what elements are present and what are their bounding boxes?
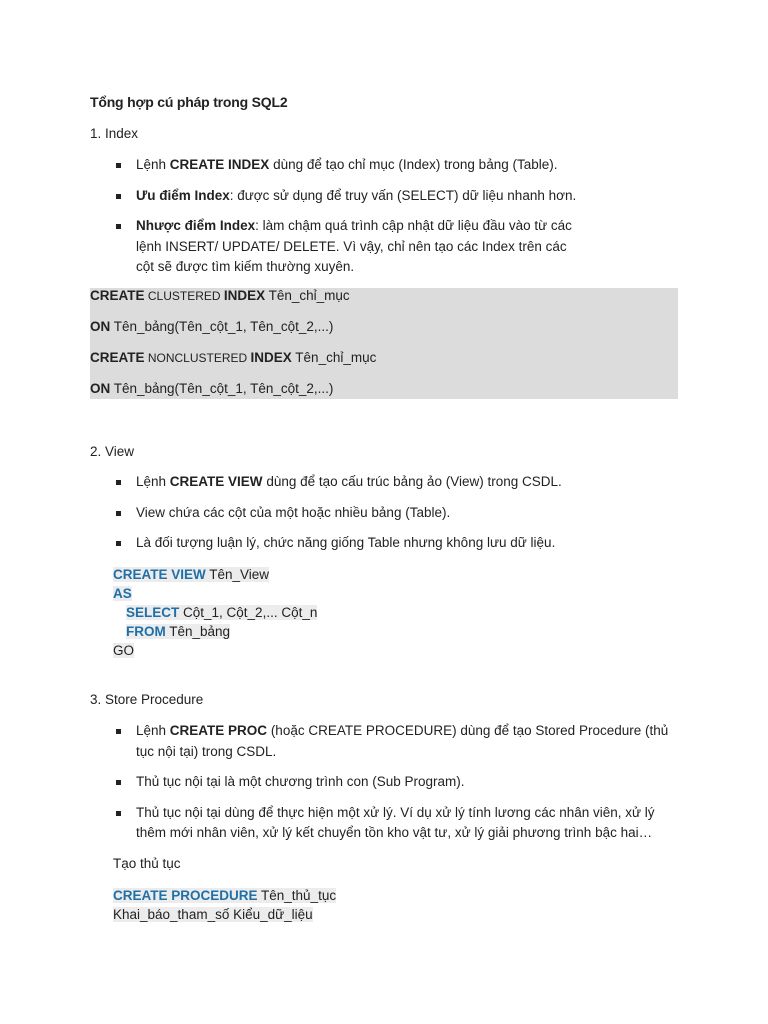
create-procedure-label: Tạo thủ tục	[113, 856, 181, 871]
section-index-heading: 1. Index	[90, 126, 139, 141]
code-line: Khai_báo_tham_số Kiểu_dữ_liệu	[113, 907, 313, 922]
page-title: Tổng hợp cú pháp trong SQL2	[90, 94, 288, 110]
procedure-code-block	[113, 886, 336, 924]
code-line: CREATE PROCEDURE Tên_thủ_tục	[113, 888, 337, 903]
list-item: Nhược điểm Index: làm chậm quá trình cập nhật dữ liệu đầu vào từ các lệnh INSERT/ UPDATE/ DELETE. Vì vậy, chỉ nên tạo các Index trên các cột sẽ được tìm kiếm thường xuyên.	[114, 216, 586, 278]
view-code-block	[113, 565, 317, 660]
list-item: Thủ tục nội tại dùng để thực hiện một xử lý. Ví dụ xử lý tính lương các nhân viên, xử lý thêm mới nhân viên, xử lý kết chuyển tồn kho vật tư, xử lý giải phương trình bậc hai…	[114, 803, 674, 844]
list-item: Thủ tục nội tại là một chương trình con (Sub Program).	[114, 772, 674, 793]
code-line: ON Tên_bảng(Tên_cột_1, Tên_cột_2,...)	[90, 319, 334, 334]
view-bullet-list	[114, 472, 674, 564]
code-line: GO	[113, 643, 135, 658]
list-item: Ưu điểm Index: được sử dụng để truy vấn (SELECT) dữ liệu nhanh hơn.	[114, 186, 674, 207]
code-line: CREATE NONCLUSTERED INDEX Tên_chỉ_mục	[90, 350, 377, 365]
code-line: ON Tên_bảng(Tên_cột_1, Tên_cột_2,...)	[90, 381, 334, 396]
code-line: CREATE CLUSTERED INDEX Tên_chỉ_mục	[90, 288, 350, 303]
list-item: Lệnh CREATE VIEW dùng để tạo cấu trúc bảng ảo (View) trong CSDL.	[114, 472, 674, 493]
index-bullet-list	[114, 155, 674, 288]
procedure-bullet-list	[114, 721, 674, 854]
index-code-block	[90, 288, 678, 399]
code-line: SELECT Cột_1, Cột_2,... Cột_n	[126, 605, 318, 620]
section-view-heading: 2. View	[90, 444, 135, 459]
code-line: CREATE VIEW Tên_View	[113, 567, 270, 582]
code-line: AS	[113, 586, 132, 601]
list-item: Lệnh CREATE PROC (hoặc CREATE PROCEDURE) dùng để tạo Stored Procedure (thủ tục nội tại) trong CSDL.	[114, 721, 674, 762]
list-item: Lệnh CREATE INDEX dùng để tạo chỉ mục (Index) trong bảng (Table).	[114, 155, 674, 176]
section-procedure-heading: 3. Store Procedure	[90, 692, 204, 707]
code-line: FROM Tên_bảng	[126, 624, 231, 639]
list-item: Là đối tượng luận lý, chức năng giống Table nhưng không lưu dữ liệu.	[114, 533, 674, 554]
list-item: View chứa các cột của một hoặc nhiều bảng (Table).	[114, 503, 674, 524]
